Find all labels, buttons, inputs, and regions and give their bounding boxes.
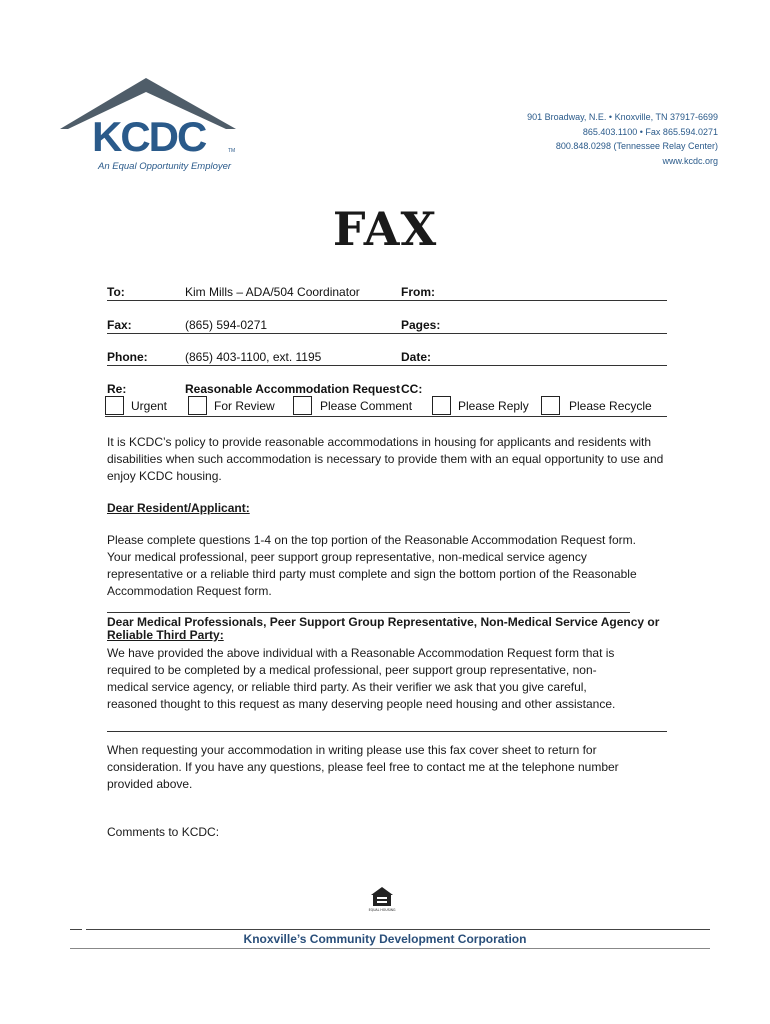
address-line: 901 Broadway, N.E. • Knoxville, TN 37917-6699 bbox=[527, 112, 718, 122]
professional-heading-line-2: Reliable Third Party: bbox=[107, 628, 224, 642]
resident-paragraph: Please complete questions 1-4 on the top portion of the Reasonable Accommodation Request form. Your medical professional, peer support group representative, non-medical service agency representative or a reliable third party must complete and sign the bottom portion of the Reasonable Accommodation Request form. bbox=[107, 533, 637, 598]
kcdc-logo bbox=[58, 76, 238, 158]
policy-paragraph: It is KCDC’s policy to provide reasonable accommodations in housing for applicants and residents with disabilities when such accommodation is necessary to provide them with an equal opportunity to use and enjoy KCDC housing. bbox=[107, 435, 664, 483]
phone-row-rule bbox=[107, 365, 667, 366]
website-link[interactable]: www.kcdc.org bbox=[662, 155, 718, 166]
please-recycle-label: Please Recycle bbox=[569, 399, 652, 413]
equal-housing-icon bbox=[370, 886, 394, 912]
to-value: Kim Mills – ADA/504 Coordinator bbox=[185, 285, 360, 299]
re-label: Re: bbox=[107, 382, 127, 396]
please-comment-checkbox[interactable] bbox=[293, 396, 312, 415]
re-value: Reasonable Accommodation Request bbox=[185, 382, 400, 396]
urgent-label: Urgent bbox=[131, 399, 168, 413]
relay-line: 800.848.0298 (Tennessee Relay Center) bbox=[555, 141, 718, 151]
closing-divider bbox=[107, 731, 667, 732]
professional-heading bbox=[107, 616, 667, 642]
tagline: An Equal Opportunity Employer bbox=[98, 161, 232, 172]
please-reply-checkbox[interactable] bbox=[432, 396, 451, 415]
for-review-checkbox[interactable] bbox=[188, 396, 207, 415]
footer-rule bbox=[86, 929, 710, 930]
section-divider bbox=[107, 612, 630, 613]
phone-label: Phone: bbox=[107, 350, 148, 364]
please-comment-label: Please Comment bbox=[320, 399, 413, 413]
to-row-rule bbox=[107, 300, 667, 301]
resident-heading: Dear Resident/Applicant: bbox=[107, 501, 250, 515]
from-label: From: bbox=[401, 285, 435, 299]
date-label: Date: bbox=[401, 350, 432, 364]
svg-text:TM: TM bbox=[228, 148, 236, 154]
phone-value: (865) 403-1100, ext. 1195 bbox=[185, 350, 322, 364]
organization-name: Knoxville’s Community Development Corporation bbox=[243, 932, 527, 946]
to-label: To: bbox=[107, 285, 125, 299]
footer-rule-bottom bbox=[70, 948, 710, 949]
fax-value: (865) 594-0271 bbox=[185, 318, 268, 332]
please-recycle-checkbox[interactable] bbox=[541, 396, 560, 415]
please-reply-label: Please Reply bbox=[458, 399, 529, 413]
page-title: FAX bbox=[332, 202, 438, 256]
fax-label: Fax: bbox=[107, 318, 132, 332]
footer-rule-left bbox=[70, 929, 82, 930]
pages-label: Pages: bbox=[401, 318, 441, 332]
professional-paragraph: We have provided the above individual with a Reasonable Accommodation Request form that is required to be completed by a medical professional, peer support group representative, non-medical service agency, or reliable third party. As their verifier we ask that you give careful, reasoned thought to this request as many deserving people need housing and other assistance. bbox=[107, 646, 616, 711]
phone-line: 865.403.1100 • Fax 865.594.0271 bbox=[582, 126, 718, 137]
comments-label: Comments to KCDC: bbox=[107, 825, 220, 839]
professional-heading-line-1: Dear Medical Professionals, Peer Support Group Representative, Non-Medical Service Agency or bbox=[107, 615, 660, 629]
cc-label: CC: bbox=[401, 382, 423, 396]
equal-housing-text: EQUAL HOUSING bbox=[368, 908, 396, 912]
fax-row-rule bbox=[107, 333, 667, 334]
for-review-label: For Review bbox=[214, 399, 275, 413]
address-block bbox=[527, 110, 718, 168]
urgent-checkbox[interactable] bbox=[105, 396, 124, 415]
logo-text: KCDC bbox=[92, 113, 206, 160]
closing-paragraph: When requesting your accommodation in writing please use this fax cover sheet to return for consideration. If you have any questions, please feel free to contact me at the telephone number provided above. bbox=[107, 743, 619, 791]
